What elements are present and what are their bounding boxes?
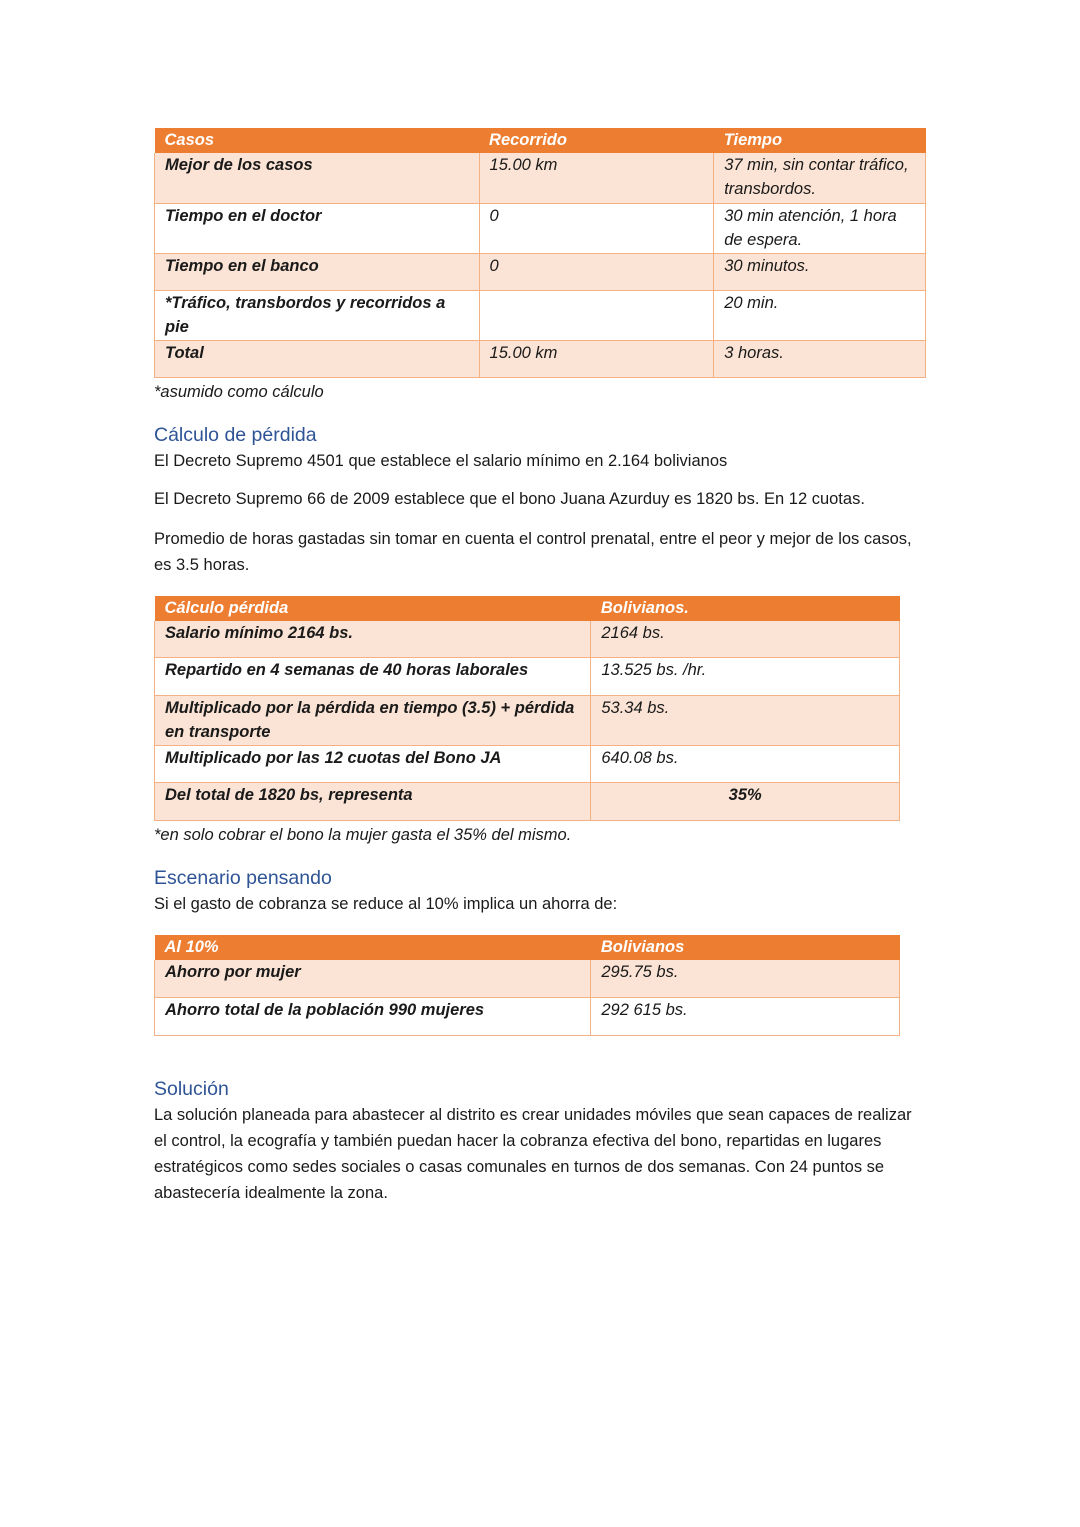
table-row: [155, 203, 926, 253]
table-header-row: [155, 935, 900, 960]
column-header: Casos: [155, 128, 480, 153]
table-cell: Multiplicado por las 12 cuotas del Bono JA: [155, 746, 591, 783]
table-cell: Del total de 1820 bs, representa: [155, 783, 591, 821]
table-cell: 37 min, sin contar tráfico, transbordos.: [714, 153, 926, 203]
paragraph: El Decreto Supremo 66 de 2009 establece que el bono Juana Azurduy es 1820 bs. En 12 cuotas.: [154, 489, 865, 508]
table-cell: 295.75 bs.: [591, 960, 900, 997]
table-row: [155, 253, 926, 290]
table-footnote: *asumido como cálculo: [154, 382, 324, 401]
table-cell: Total: [155, 340, 480, 377]
column-header: Tiempo: [714, 128, 926, 153]
table-cell: Mejor de los casos: [155, 153, 480, 203]
table-cell: 15.00 km: [479, 153, 714, 203]
section-heading: Solución: [154, 1077, 229, 1100]
table-cell: 292 615 bs.: [591, 997, 900, 1035]
table-row: [155, 340, 926, 377]
table-cell: Ahorro por mujer: [155, 960, 591, 997]
paragraph: Promedio de horas gastadas sin tomar en cuenta el control prenatal, entre el peor y mejor de los casos, es 3.5 horas.: [154, 529, 912, 574]
table-row: [155, 783, 900, 821]
paragraph: La solución planeada para abastecer al distrito es crear unidades móviles que sean capaces de realizar el control, la ecografía y también puedan hacer la cobranza efectiva del bono, repartidas en lugares estratégicos como sedes sociales o casas comunales en turnos de dos semanas. Con 24 puntos se abastecería idealmente la zona.: [154, 1105, 912, 1202]
table-row: [155, 746, 900, 783]
table-cell: 30 min atención, 1 hora de espera.: [714, 203, 926, 253]
travel-time-table: [154, 128, 926, 378]
table-cell: 2164 bs.: [591, 621, 900, 658]
table-header-row: [155, 596, 900, 621]
table-cell: Tiempo en el doctor: [155, 203, 480, 253]
table-cell: 30 minutos.: [714, 253, 926, 290]
table-row: [155, 997, 900, 1035]
table-cell: 20 min.: [714, 290, 926, 340]
column-header: Recorrido: [479, 128, 714, 153]
table-cell: 0: [479, 253, 714, 290]
column-header: Al 10%: [155, 935, 591, 960]
loss-calculation-table: [154, 596, 900, 822]
table-cell: 13.525 bs. /hr.: [591, 658, 900, 696]
table-row: [155, 658, 900, 696]
table-cell: 35%: [591, 783, 900, 821]
table-cell: 640.08 bs.: [591, 746, 900, 783]
table-cell: 0: [479, 203, 714, 253]
table-cell: Ahorro total de la población 990 mujeres: [155, 997, 591, 1035]
table-cell: 15.00 km: [479, 340, 714, 377]
section-heading: Escenario pensando: [154, 867, 332, 889]
document-page: [154, 128, 926, 1206]
table-cell: [479, 290, 714, 340]
table-row: [155, 960, 900, 997]
table-header-row: [155, 128, 926, 153]
savings-table: [154, 935, 900, 1036]
section-heading: Cálculo de pérdida: [154, 423, 317, 446]
table-row: [155, 696, 900, 746]
table-row: [155, 621, 900, 658]
table-row: [155, 153, 926, 203]
table-cell: Multiplicado por la pérdida en tiempo (3.5) + pérdida en transporte: [155, 696, 591, 746]
column-header: Bolivianos.: [591, 596, 900, 621]
table-cell: Tiempo en el banco: [155, 253, 480, 290]
table-cell: 3 horas.: [714, 340, 926, 377]
paragraph: Si el gasto de cobranza se reduce al 10% implica un ahorra de:: [154, 895, 618, 913]
table-cell: *Tráfico, transbordos y recorridos a pie: [155, 290, 480, 340]
table-cell: Repartido en 4 semanas de 40 horas laborales: [155, 658, 591, 696]
table-footnote: *en solo cobrar el bono la mujer gasta el 35% del mismo.: [154, 826, 572, 844]
table-row: [155, 290, 926, 340]
paragraph: El Decreto Supremo 4501 que establece el salario mínimo en 2.164 bolivianos: [154, 451, 728, 470]
column-header: Bolivianos: [591, 935, 900, 960]
table-cell: 53.34 bs.: [591, 696, 900, 746]
table-cell: Salario mínimo 2164 bs.: [155, 621, 591, 658]
column-header: Cálculo pérdida: [155, 596, 591, 621]
